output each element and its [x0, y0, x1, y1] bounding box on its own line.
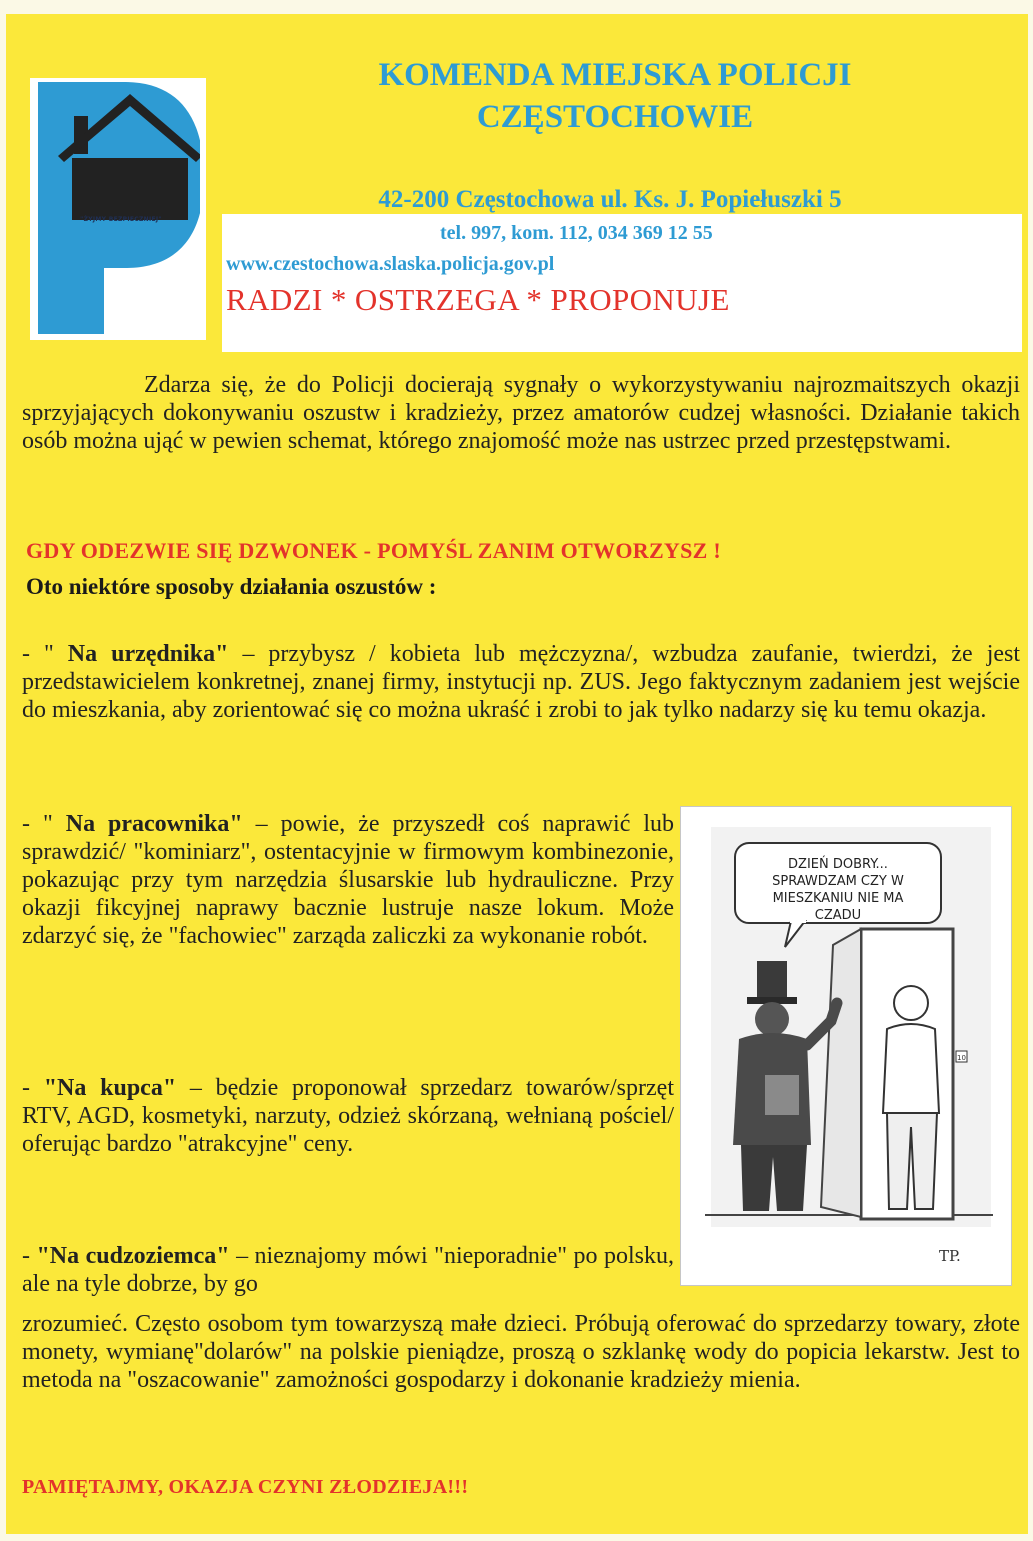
page-title [300, 54, 930, 138]
scheme-prefix: - [22, 1243, 37, 1269]
resident-shirt [883, 1024, 939, 1113]
scheme-prefix: - " [22, 641, 68, 667]
slogan: RADZI * OSTRZEGA * PROPONUJE [226, 282, 730, 317]
sweep-bag [765, 1075, 799, 1115]
police-logo [30, 78, 206, 340]
address: 42-200 Częstochowa ul. Ks. J. Popiełuszki 5 [378, 186, 842, 213]
sweep-top-hat [757, 961, 787, 1001]
warning-heading: GDY ODEZWIE SIĘ DZWONEK - POMYŚL ZANIM OTWORZYSZ ! [26, 538, 722, 563]
scheme-prefix: - [22, 1075, 44, 1101]
closing-warning: PAMIĘTAJMY, OKAZJA CZYNI ZŁODZIEJA!!! [22, 1476, 469, 1498]
logo-motto: "ŻYJMY BEZPIECZNIEJ" [80, 216, 162, 223]
scheme-prefix: - " [22, 811, 66, 837]
scheme-text: – powie, że przyszedł coś naprawić lub sprawdzić/ "kominiarz", ostentacyjnie w firmowym kombinezonie, pokazując przy tym narzędzia ślusarskie lub hydrauliczne. Przy okazji fikcyjnej naprawy bacznie lustruje nasze lokum. Może zdarzyć się, że "fachowiec" zarząda zaliczki za wykonanie robót. [22, 811, 675, 949]
methods-subheading: Oto niektóre sposoby działania oszustów : [26, 574, 437, 599]
scheme-foreigner [22, 1242, 674, 1298]
scheme-clerk [22, 640, 1020, 724]
speech-line-1: DZIEŃ DOBRY... [788, 857, 888, 872]
scheme-worker [22, 810, 674, 950]
sweep-head [755, 1002, 789, 1036]
scheme-foreigner-continued: zrozumieć. Często osobom tym towarzyszą małe dzieci. Próbują oferować do sprzedarzy towary, złote monety, wymianę"dolarów" na polskie pieniądze, proszą o szklankę wody do popicia lekarstw. Jest to metoda na "oszacowanie" zamożności gospodarzy i dokonanie kradzieży mienia. [22, 1311, 1020, 1393]
contact-phones: tel. 997, kom. 112, 034 369 12 55 [440, 222, 713, 244]
scheme-name: Na pracownika" [65, 811, 243, 837]
title-line-2: CZĘSTOCHOWIE [476, 99, 754, 135]
cartoon-illustration [680, 806, 1012, 1286]
speech-line-3: MIESZKANIU NIE MA [772, 891, 904, 906]
cartoon-drawing [681, 807, 1011, 1285]
scheme-name: "Na cudzoziemca" [36, 1243, 230, 1269]
cartoon-signature: TP. [939, 1247, 961, 1265]
resident-head [894, 986, 928, 1020]
scheme-text: – będzie proponował sprzedarz towarów/sprzęt RTV, AGD, kosmetyki, narzuty, odzież skórzaną, wełnianą pościel/ oferując bardzo "atrakcyjne" ceny. [22, 1075, 674, 1157]
speech-line-2: SPRAWDZAM CZY W [772, 874, 904, 889]
speech-bubble-tail-join [790, 917, 806, 923]
scheme-merchant [22, 1074, 674, 1158]
speech-line-4: CZADU [814, 908, 862, 923]
website-link[interactable]: www.czestochowa.slaska.policja.gov.pl [226, 253, 555, 275]
scheme-text: – nieznajomy mówi "nieporadnie" po polsku, ale na tyle dobrze, by go [22, 1243, 674, 1297]
scheme-name: Na urzędnika" [67, 641, 229, 667]
intro-paragraph: Zdarza się, że do Policji docierają sygnały o wykorzystywaniu najrozmaitszych okazji sprzyjających dokonywaniu oszustw i kradzieży, przez amatorów cudzej własności. Działanie takich osób można ująć w pewien schemat, którego znajomość może nas ustrzec przed przestępstwami. [22, 372, 1020, 454]
scheme-name: "Na kupca" [43, 1075, 177, 1101]
title-line-1: KOMENDA MIEJSKA POLICJI [378, 57, 852, 93]
scheme-text: – przybysz / kobieta lub mężczyzna/, wzbudza zaufanie, twierdzi, że jest przedstawicielem konkretnej, znanej firmy, instytucji np. ZUS. Jego faktycznym zadaniem jest wejście do mieszkania, aby zorientować się co można ukraść i zrobi to jak tylko nadarzy się ku temu okazja. [22, 641, 1021, 723]
p-letter-house-icon [38, 82, 200, 334]
door-number: 10 [957, 1054, 966, 1062]
